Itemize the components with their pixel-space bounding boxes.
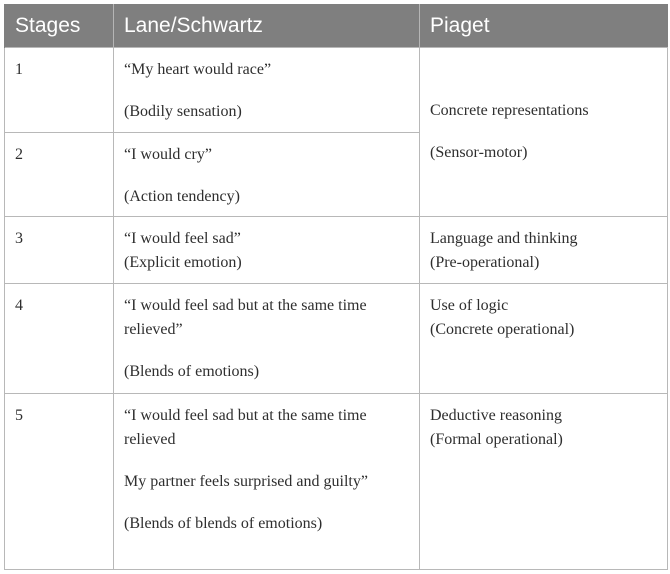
stage-cell: 4	[5, 284, 114, 394]
stages-table	[4, 4, 668, 570]
piaget-stage: Use of logic	[430, 297, 509, 314]
piaget-category: (Sensor-motor)	[430, 144, 528, 161]
stage-cell: 5	[5, 394, 114, 570]
lane-category: (Blends of emotions)	[124, 363, 260, 380]
header-row	[5, 4, 668, 48]
piaget-stage: Deductive reasoning	[430, 407, 562, 424]
piaget-cell	[420, 394, 668, 570]
table-row	[5, 48, 668, 133]
stage-cell: 3	[5, 217, 114, 284]
header-lane-schwartz: Lane/Schwartz	[114, 4, 420, 48]
lane-category: (Blends of blends of emotions)	[124, 515, 323, 532]
piaget-cell	[420, 284, 668, 394]
piaget-stage: Concrete representations	[430, 102, 589, 119]
lane-schwartz-cell	[114, 217, 420, 284]
header-piaget: Piaget	[420, 4, 668, 48]
piaget-category: (Concrete operational)	[430, 321, 575, 338]
lane-quote: “My heart would race”	[124, 61, 272, 78]
piaget-category: (Pre-operational)	[430, 254, 540, 271]
header-stages: Stages	[5, 4, 114, 48]
lane-schwartz-cell	[114, 284, 420, 394]
lane-schwartz-cell	[114, 394, 420, 570]
lane-quote-continued: My partner feels surprised and guilty”	[124, 473, 368, 490]
stage-cell: 1	[5, 48, 114, 133]
lane-schwartz-cell	[114, 48, 420, 133]
lane-category: (Explicit emotion)	[124, 254, 242, 271]
lane-quote: “I would cry”	[124, 146, 212, 163]
table-row	[5, 284, 668, 394]
lane-quote: “I would feel sad but at the same time relieved”	[124, 297, 367, 338]
piaget-cell	[420, 217, 668, 284]
table-row	[5, 394, 668, 570]
lane-quote: “I would feel sad”	[124, 230, 241, 247]
lane-quote: “I would feel sad but at the same time relieved	[124, 407, 367, 448]
table-row	[5, 217, 668, 284]
lane-category: (Action tendency)	[124, 188, 240, 205]
piaget-cell-merged	[420, 48, 668, 217]
stage-cell: 2	[5, 133, 114, 217]
lane-schwartz-cell	[114, 133, 420, 217]
lane-category: (Bodily sensation)	[124, 103, 242, 120]
piaget-stage: Language and thinking	[430, 230, 578, 247]
piaget-category: (Formal operational)	[430, 431, 563, 448]
